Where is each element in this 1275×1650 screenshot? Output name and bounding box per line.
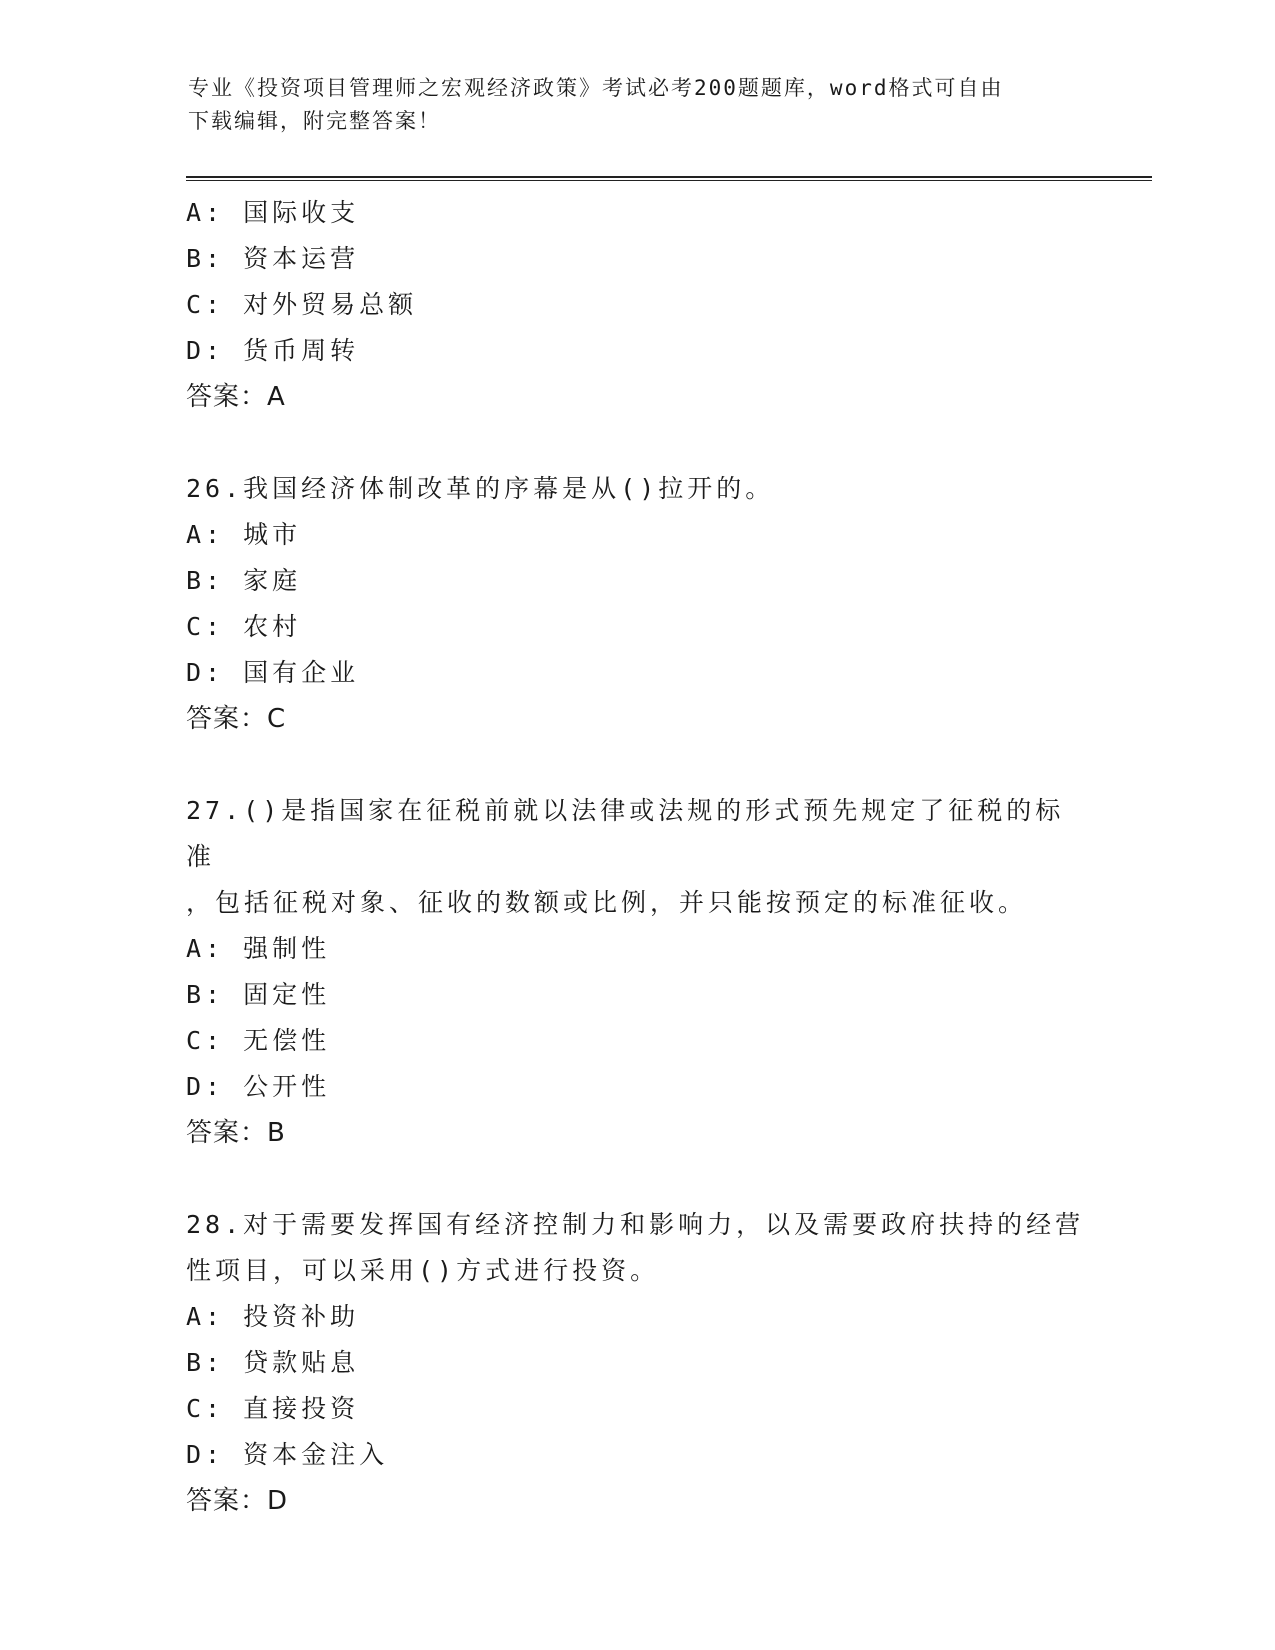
option-a: A: 城市 [186,520,302,549]
option-c: C: 无偿性 [186,1026,331,1055]
question-block-28 [186,1202,1086,1524]
question-text: 26.我国经济体制改革的序幕是从()拉开的。 [186,474,775,503]
document-header [188,72,1088,138]
spacer [186,742,1086,788]
header-line-2: 下载编辑，附完整答案！ [188,109,441,133]
question-block-26 [186,466,1086,742]
question-block-25 [186,190,1086,420]
option-a: A: 强制性 [186,934,331,963]
answer-line: 答案：D [186,1486,289,1516]
question-text-line-1: 28.对于需要发挥国有经济控制力和影响力，以及需要政府扶持的经营 [186,1210,1085,1239]
option-c: C: 对外贸易总额 [186,290,418,319]
answer-line: 答案：B [186,1118,286,1148]
option-d: D: 货币周转 [186,336,360,365]
option-b: B: 家庭 [186,566,302,595]
answer-line: 答案：A [186,382,286,412]
option-a: A: 投资补助 [186,1302,360,1331]
spacer [186,420,1086,466]
option-d: D: 公开性 [186,1072,331,1101]
question-list [186,190,1086,1524]
option-c: C: 直接投资 [186,1394,360,1423]
question-text-line-2: 性项目，可以采用()方式进行投资。 [186,1256,660,1285]
option-c: C: 农村 [186,612,302,641]
option-b: B: 资本运营 [186,244,360,273]
question-block-27 [186,788,1086,1156]
spacer [186,1156,1086,1202]
option-b: B: 固定性 [186,980,331,1009]
option-a: A: 国际收支 [186,198,360,227]
option-d: D: 国有企业 [186,658,360,687]
header-divider [186,176,1152,181]
question-text-line-1: 27.()是指国家在征税前就以法律或法规的形式预先规定了征税的标准 [186,796,1065,871]
answer-line: 答案：C [186,704,287,734]
option-b: B: 贷款贴息 [186,1348,360,1377]
header-line-1: 专业《投资项目管理师之宏观经济政策》考试必考200题题库，word格式可自由 [188,76,1004,100]
question-text-line-2: ，包括征税对象、征收的数额或比例，并只能按预定的标准征收。 [186,888,1028,917]
option-d: D: 资本金注入 [186,1440,389,1469]
